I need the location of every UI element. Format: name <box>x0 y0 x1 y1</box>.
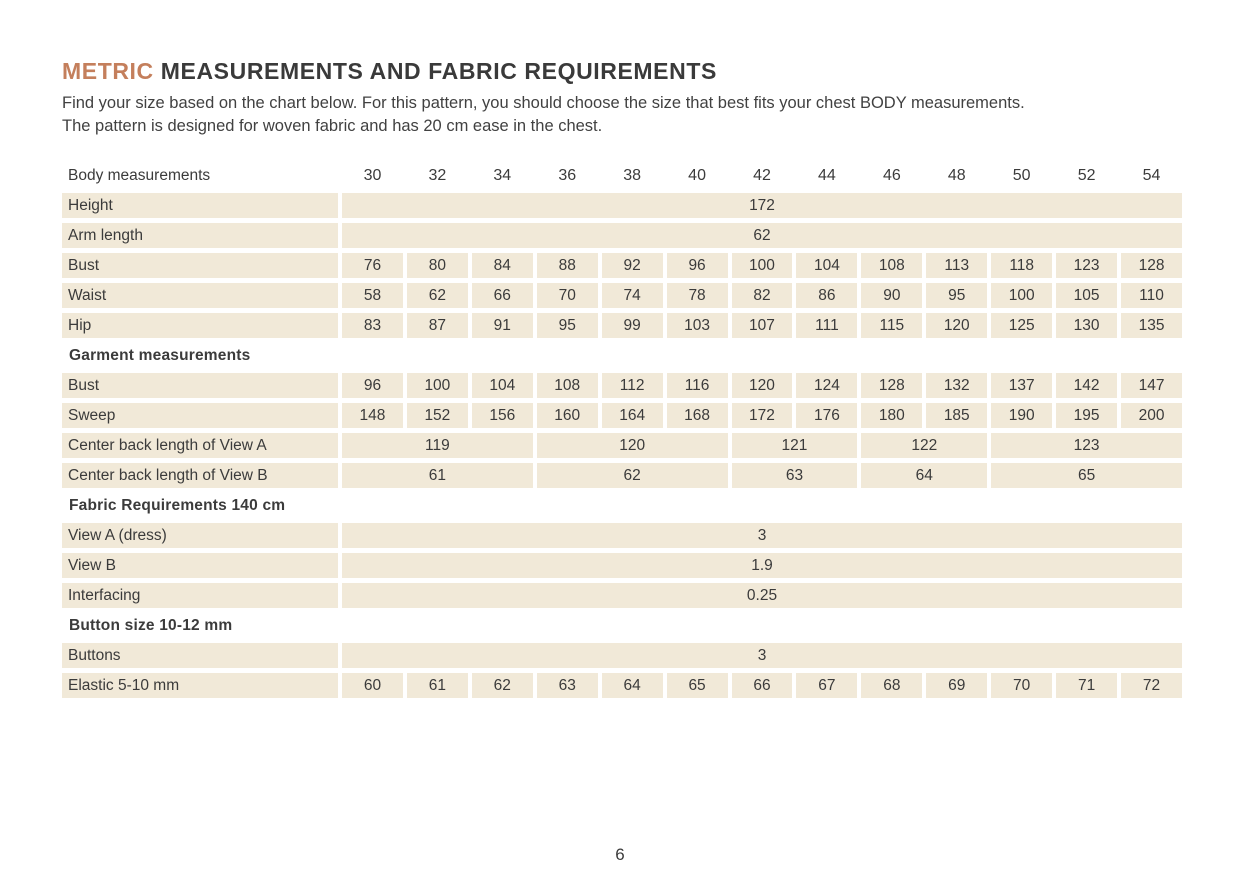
page-number: 6 <box>615 845 625 864</box>
value-cell: 100 <box>407 373 468 398</box>
value-cell: 3 <box>342 523 1182 548</box>
value-cell: 110 <box>1121 283 1182 308</box>
row-label: Elastic 5-10 mm <box>62 673 338 698</box>
value-cell: 88 <box>537 253 598 278</box>
value-cell: 76 <box>342 253 403 278</box>
value-cell: 62 <box>342 223 1182 248</box>
row-label: View B <box>62 553 338 578</box>
value-cell: 135 <box>1121 313 1182 338</box>
value-cell: 65 <box>991 463 1182 488</box>
row-label: Center back length of View A <box>62 433 338 458</box>
table-row <box>62 523 1182 548</box>
value-cell: 0.25 <box>342 583 1182 608</box>
value-cell: 113 <box>926 253 987 278</box>
size-header-cell: 44 <box>818 166 836 184</box>
value-cell: 64 <box>861 463 987 488</box>
size-header-cell: 38 <box>623 166 642 184</box>
value-cell: 63 <box>732 463 858 488</box>
value-cell: 86 <box>796 283 857 308</box>
value-cell: 62 <box>537 463 728 488</box>
value-cell: 61 <box>407 673 468 698</box>
value-cell: 108 <box>861 253 922 278</box>
value-cell: 90 <box>861 283 922 308</box>
value-cell: 66 <box>732 673 793 698</box>
table-row <box>62 283 1182 308</box>
document-page <box>62 58 1182 703</box>
table-row <box>62 463 1182 488</box>
value-cell: 156 <box>472 403 533 428</box>
row-label: Height <box>62 193 338 218</box>
value-cell: 100 <box>732 253 793 278</box>
table-row <box>62 583 1182 608</box>
value-cell: 70 <box>991 673 1052 698</box>
table-row <box>62 223 1182 248</box>
size-chart-table <box>62 163 1182 698</box>
value-cell: 124 <box>796 373 857 398</box>
size-header-cell: 46 <box>882 166 901 184</box>
row-label: Buttons <box>62 643 338 668</box>
size-header-cell: 40 <box>688 166 706 184</box>
value-cell: 82 <box>732 283 793 308</box>
value-cell: 71 <box>1056 673 1117 698</box>
value-cell: 105 <box>1056 283 1117 308</box>
value-cell: 99 <box>602 313 663 338</box>
page-title <box>62 58 1182 85</box>
value-cell: 100 <box>991 283 1052 308</box>
table-row <box>62 643 1182 668</box>
table-row <box>62 673 1182 698</box>
value-cell: 96 <box>342 373 403 398</box>
size-header-row <box>62 163 1182 188</box>
value-cell: 60 <box>342 673 403 698</box>
value-cell: 120 <box>926 313 987 338</box>
row-label: Bust <box>62 253 338 278</box>
value-cell: 95 <box>537 313 598 338</box>
value-cell: 112 <box>602 373 663 398</box>
value-cell: 142 <box>1056 373 1117 398</box>
value-cell: 123 <box>1056 253 1117 278</box>
value-cell: 80 <box>407 253 468 278</box>
value-cell: 1.9 <box>342 553 1182 578</box>
page-title-rest: MEASUREMENTS AND FABRIC REQUIREMENTS <box>153 58 717 84</box>
value-cell: 69 <box>926 673 987 698</box>
value-cell: 120 <box>537 433 728 458</box>
value-cell: 91 <box>472 313 533 338</box>
value-cell: 137 <box>991 373 1052 398</box>
size-header-cell: 32 <box>428 166 447 184</box>
table-row <box>62 553 1182 578</box>
value-cell: 111 <box>796 313 857 338</box>
value-cell: 78 <box>667 283 728 308</box>
value-cell: 66 <box>472 283 533 308</box>
value-cell: 84 <box>472 253 533 278</box>
value-cell: 61 <box>342 463 533 488</box>
row-label: Bust <box>62 373 338 398</box>
value-cell: 176 <box>796 403 857 428</box>
value-cell: 190 <box>991 403 1052 428</box>
intro-line-1: Find your size based on the chart below. For this pattern, you should choose the size that best fits your chest BODY measurements. <box>62 94 1025 112</box>
value-cell: 164 <box>602 403 663 428</box>
value-cell: 92 <box>602 253 663 278</box>
value-cell: 128 <box>1121 253 1182 278</box>
row-label: Center back length of View B <box>62 463 338 488</box>
table-row <box>62 433 1182 458</box>
value-cell: 68 <box>861 673 922 698</box>
value-cell: 119 <box>342 433 533 458</box>
value-cell: 65 <box>667 673 728 698</box>
table-row <box>62 253 1182 278</box>
row-label: Arm length <box>62 223 338 248</box>
value-cell: 67 <box>796 673 857 698</box>
size-header-cell: 52 <box>1077 166 1096 184</box>
value-cell: 125 <box>991 313 1052 338</box>
value-cell: 96 <box>667 253 728 278</box>
value-cell: 74 <box>602 283 663 308</box>
value-cell: 64 <box>602 673 663 698</box>
size-header-cell: 54 <box>1142 166 1161 184</box>
value-cell: 70 <box>537 283 598 308</box>
value-cell: 118 <box>991 253 1052 278</box>
size-header-cell: 50 <box>1012 166 1031 184</box>
intro-text <box>62 92 1182 137</box>
row-label: Sweep <box>62 403 338 428</box>
value-cell: 130 <box>1056 313 1117 338</box>
value-cell: 172 <box>342 193 1182 218</box>
value-cell: 123 <box>991 433 1182 458</box>
value-cell: 115 <box>861 313 922 338</box>
value-cell: 116 <box>667 373 728 398</box>
value-cell: 87 <box>407 313 468 338</box>
value-cell: 168 <box>667 403 728 428</box>
value-cell: 63 <box>537 673 598 698</box>
value-cell: 180 <box>861 403 922 428</box>
value-cell: 160 <box>537 403 598 428</box>
row-label: View A (dress) <box>62 523 338 548</box>
value-cell: 62 <box>472 673 533 698</box>
table-row <box>62 373 1182 398</box>
size-header-label: Body measurements <box>68 166 211 184</box>
value-cell: 108 <box>537 373 598 398</box>
value-cell: 120 <box>732 373 793 398</box>
value-cell: 121 <box>732 433 858 458</box>
value-cell: 83 <box>342 313 403 338</box>
value-cell: 148 <box>342 403 403 428</box>
value-cell: 95 <box>926 283 987 308</box>
section-header-row <box>62 613 1182 638</box>
section-label: Garment measurements <box>69 346 251 364</box>
value-cell: 152 <box>407 403 468 428</box>
intro-line-2: The pattern is designed for woven fabric and has 20 cm ease in the chest. <box>62 116 603 135</box>
section-header-row <box>62 493 1182 518</box>
value-cell: 3 <box>342 643 1182 668</box>
table-row <box>62 193 1182 218</box>
value-cell: 195 <box>1056 403 1117 428</box>
row-label: Hip <box>62 313 338 338</box>
value-cell: 200 <box>1121 403 1182 428</box>
value-cell: 104 <box>472 373 533 398</box>
page-title-accent: METRIC <box>62 58 154 84</box>
section-label: Button size 10-12 mm <box>69 616 233 634</box>
row-label: Waist <box>62 283 338 308</box>
size-header-cell: 42 <box>753 166 771 184</box>
value-cell: 62 <box>407 283 468 308</box>
value-cell: 107 <box>732 313 793 338</box>
size-header-cell: 30 <box>363 166 382 184</box>
value-cell: 147 <box>1121 373 1182 398</box>
value-cell: 58 <box>342 283 403 308</box>
row-label: Interfacing <box>62 583 338 608</box>
value-cell: 172 <box>732 403 793 428</box>
value-cell: 72 <box>1121 673 1182 698</box>
size-header-cell: 36 <box>558 166 577 184</box>
value-cell: 132 <box>926 373 987 398</box>
table-row <box>62 313 1182 338</box>
section-header-row <box>62 343 1182 368</box>
section-label: Fabric Requirements 140 cm <box>69 496 286 514</box>
value-cell: 104 <box>796 253 857 278</box>
table-row <box>62 403 1182 428</box>
value-cell: 103 <box>667 313 728 338</box>
value-cell: 185 <box>926 403 987 428</box>
size-header-cell: 48 <box>947 166 966 184</box>
value-cell: 128 <box>861 373 922 398</box>
value-cell: 122 <box>861 433 987 458</box>
size-header-cell: 34 <box>493 166 512 184</box>
